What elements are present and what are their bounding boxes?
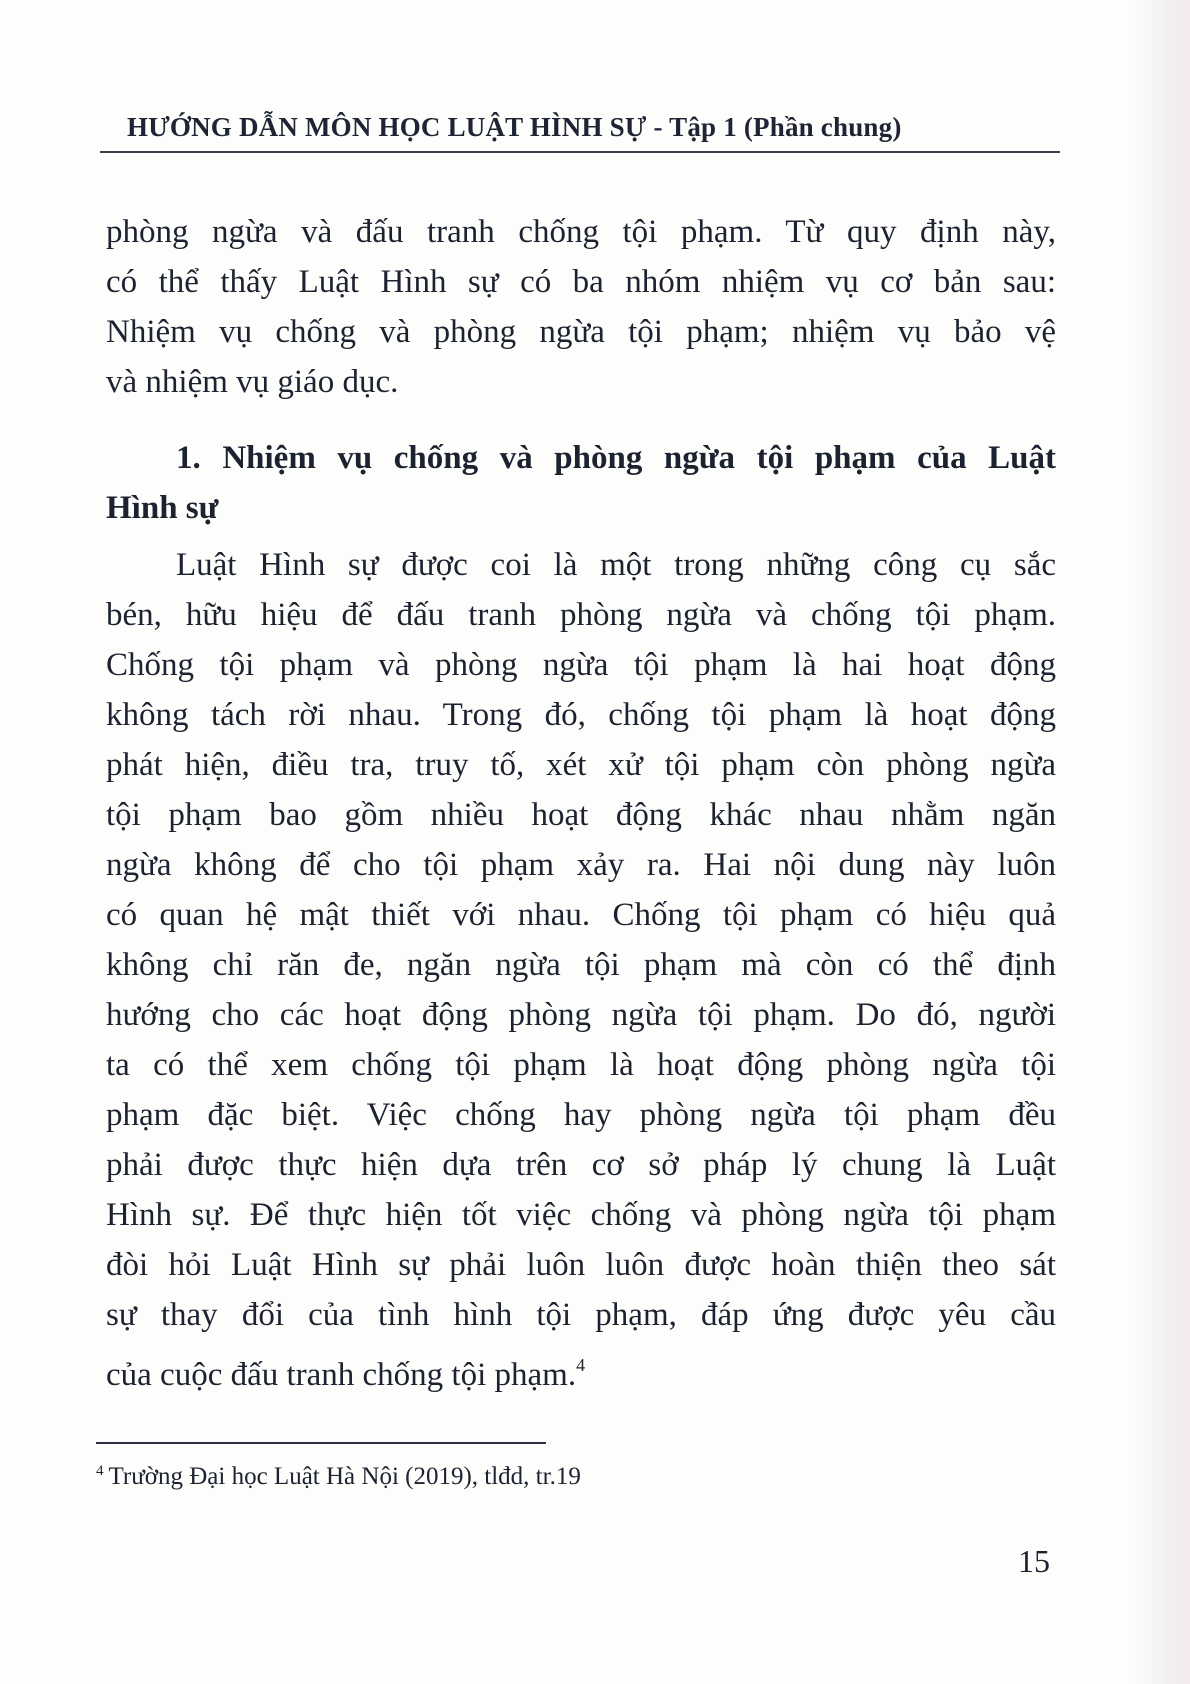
footnote-marker: 4 xyxy=(96,1463,104,1479)
footnote-rule xyxy=(96,1442,546,1444)
header-rule xyxy=(100,151,1060,153)
text-line: và nhiệm vụ giáo dục. xyxy=(106,364,399,400)
text-line: không tách rời nhau. Trong đó, chống tội phạm là hoạt động xyxy=(106,697,1056,733)
text-line: ta có thể xem chống tội phạm là hoạt động phòng ngừa tội xyxy=(106,1047,1056,1083)
footnote-text: Trường Đại học Luật Hà Nội (2019), tlđd, tr.19 xyxy=(108,1463,581,1490)
text-line: ngừa không để cho tội phạm xảy ra. Hai nội dung này luôn xyxy=(106,847,1056,883)
text-line: Chống tội phạm và phòng ngừa tội phạm là hai hoạt động xyxy=(106,647,1056,683)
text-line: phát hiện, điều tra, truy tố, xét xử tội phạm còn phòng ngừa xyxy=(106,747,1056,783)
footnote-reference[interactable]: 4 xyxy=(576,1355,586,1375)
text-line: tội phạm bao gồm nhiều hoạt động khác nhau nhằm ngăn xyxy=(106,797,1056,833)
heading-line: 1. Nhiệm vụ chống và phòng ngừa tội phạm của Luật xyxy=(176,440,1056,476)
text-line: đòi hỏi Luật Hình sự phải luôn luôn được hoàn thiện theo sát xyxy=(106,1247,1056,1283)
text-line: không chỉ răn đe, ngăn ngừa tội phạm mà còn có thể định xyxy=(106,947,1056,983)
text-line: Luật Hình sự được coi là một trong những công cụ sắc xyxy=(176,547,1056,583)
text-line: sự thay đổi của tình hình tội phạm, đáp ứng được yêu cầu xyxy=(106,1297,1056,1333)
text-line: Nhiệm vụ chống và phòng ngừa tội phạm; nhiệm vụ bảo vệ xyxy=(106,314,1056,350)
footnote xyxy=(96,1463,581,1491)
running-header-title: HƯỚNG DẪN MÔN HỌC LUẬT HÌNH SỰ - Tập 1 (Phần chung) xyxy=(127,112,902,142)
text-line-content: của cuộc đấu tranh chống tội phạm. xyxy=(106,1357,577,1393)
text-line: hướng cho các hoạt động phòng ngừa tội phạm. Do đó, người xyxy=(106,997,1056,1033)
text-line: có quan hệ mật thiết với nhau. Chống tội phạm có hiệu quả xyxy=(106,897,1056,933)
text-line: Hình sự. Để thực hiện tốt việc chống và phòng ngừa tội phạm xyxy=(106,1197,1056,1233)
text-line: có thể thấy Luật Hình sự có ba nhóm nhiệm vụ cơ bản sau: xyxy=(106,264,1056,300)
intro-paragraph xyxy=(106,207,1056,407)
page-number: 15 xyxy=(1018,1543,1050,1579)
text-line xyxy=(106,1340,1056,1393)
section-heading xyxy=(106,433,1056,533)
heading-line: Hình sự xyxy=(106,490,219,526)
text-line: phạm đặc biệt. Việc chống hay phòng ngừa tội phạm đều xyxy=(106,1097,1056,1133)
text-line: phòng ngừa và đấu tranh chống tội phạm. Từ quy định này, xyxy=(106,214,1056,250)
text-line: bén, hữu hiệu để đấu tranh phòng ngừa và chống tội phạm. xyxy=(106,597,1056,633)
page-body xyxy=(106,207,1056,1393)
scan-edge-shadow xyxy=(1130,0,1190,1684)
text-line: phải được thực hiện dựa trên cơ sở pháp lý chung là Luật xyxy=(106,1147,1056,1183)
body-paragraph xyxy=(106,540,1056,1393)
